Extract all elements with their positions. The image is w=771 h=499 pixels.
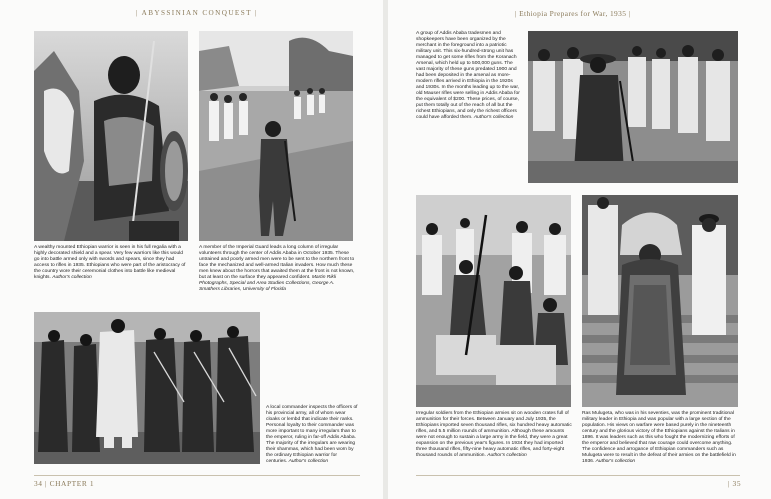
top-caption-tradesmen [416,31,521,121]
caption-commander [266,405,358,465]
caption-text: A local commander inspects the officers of his provincial army, all of whom wear cloaks or lembd that indicate their ranks. Personal loyalty to their commander was more important to many irregulars than to the emperor, ruling in far-off Addis Ababa. The majority of the irregulars are wearing their shammas, which had been worn by the ordinary Ethiopian warrior for centuries. [266,405,358,464]
caption-text: Ras Mulugeta, who was in his seventies, was the prominent traditional military leader in Ethiopia and was popular with a large section of the population. His views on warfare were based purely in the nineteenth century and the glorious victory of the Ethiopians against the Italians in 1896. It was leaders such as this who fought the modernizing efforts of the emperor and believed that raw courage could overcome anything. The confidence and arrogance of Ethiopian commanders such as Mulugeta were to result in the defeat of their armies on the battlefield in 1936. [582,411,736,464]
left-page [0,0,383,499]
photo-mounted-warrior [34,31,188,241]
photo-irregulars-on-crates [416,195,571,407]
footer-rule-left [34,475,360,476]
caption-text: A group of Addis Ababa tradesmen and shopkeepers have been organized by the merchant in the foreground into a patriotic military unit. This six-hundred-strong unit has managed to get some rifles from the Koranach Arsenal, which held up to 500,000 guns. The vast majority of these guns predated 1900 and had been deposited in the arsenal as more-modern rifles arrived in Ethiopia in the 1920s and 1930s. In the months leading up to the war, old Mauser rifles were selling in Addis Ababa for the equivalent of $200. These prices, of course, put them totally out of the reach of all but the richest Ethiopians, and only the richest officers could have afforded them. [416,31,520,120]
caption-mounted-warrior [34,245,188,281]
footer-rule-right [416,475,740,476]
caption-credit: Author's collection [595,459,636,464]
photo-imperial-guard-column [199,31,353,241]
caption-credit: Author's collection [487,453,527,458]
caption-credit: Author's collection [473,115,514,120]
caption-credit: Martin Rikli Photographs, Special and Area Studies Collections, George A. Smathers Libraries, University of Florida [199,275,337,292]
caption-imperial-guard [199,245,355,293]
caption-irregulars [416,411,573,459]
photo-ras-mulugeta [582,195,738,407]
running-head-left: | ABYSSINIAN CONQUEST | [136,9,258,17]
caption-credit: Author's collection [52,275,92,280]
folio-right: | 35 [728,479,742,488]
caption-text: Irregular soldiers from the Ethiopian armies sit on wooden crates full of ammunition for their forces. Between January and July 1935, the Ethiopians imported seven thousand rifles, six hundred heavy automatic rifles, and 5.5 million rounds of ammunition. Although these amounts were not enough to sustain a large army in the field, they were a great expansion on the previous year's figures. In 1934 they had imported three thousand rifles, fifty-nine heavy automatic rifles, and forty-eight thousand rounds of ammunition. [416,411,572,458]
folio-left: 34 | CHAPTER 1 [34,479,95,488]
running-head-right: | Ethiopia Prepares for War, 1935 | [515,9,631,18]
photo-tradesmen-unit [528,31,738,183]
caption-ras-mulugeta [582,411,740,465]
photo-commander-inspection [34,312,260,464]
caption-credit: Author's collection [288,459,329,464]
caption-text: A member of the Imperial Guard leads a long column of irregular volunteers through the center of Addis Ababa in October 1935. These untrained and poorly armed men were to be sent to the northern front to face the mechanized and well-armed Italian invaders. How much these men knew about the horrors that awaited them at the front is not known, but at least on the surface they appeared confident. [199,245,355,280]
caption-text: A wealthy mounted Ethiopian warrior is seen in his full regalia with a highly decorated shield and a spear. Very few warriors like this would go into battle armed only with swords and spears, since they had access to rifles in 1935. Ethiopians who were part of the aristocracy of the country wore their ceremonial clothes into battle like medieval knights. [34,245,186,280]
right-page [388,0,771,499]
